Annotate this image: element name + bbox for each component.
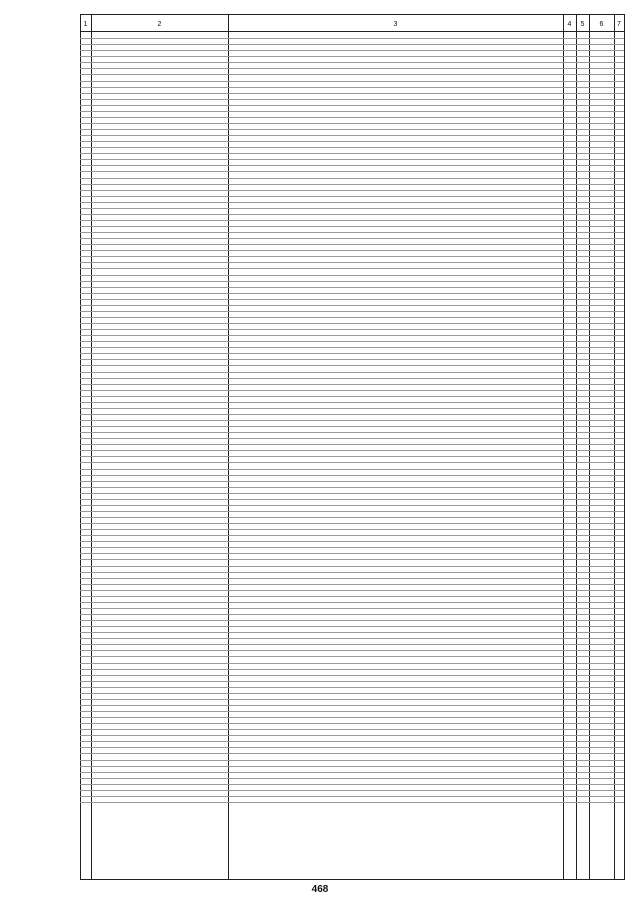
col-header-1: 1 <box>83 21 88 28</box>
col-header-4: 4 <box>567 21 572 28</box>
col-header-2: 2 <box>157 21 162 28</box>
table-top-border <box>80 14 624 15</box>
col-line <box>624 14 625 880</box>
header-bottom-border <box>80 31 624 32</box>
table-body <box>80 33 624 803</box>
col-header-5: 5 <box>580 21 585 28</box>
table-row <box>80 797 624 803</box>
col-header-6: 6 <box>599 21 604 28</box>
page-number: 468 <box>311 884 329 895</box>
col-header-7: 7 <box>617 21 621 28</box>
table-bottom-border <box>80 879 624 880</box>
col-header-3: 3 <box>393 21 398 28</box>
